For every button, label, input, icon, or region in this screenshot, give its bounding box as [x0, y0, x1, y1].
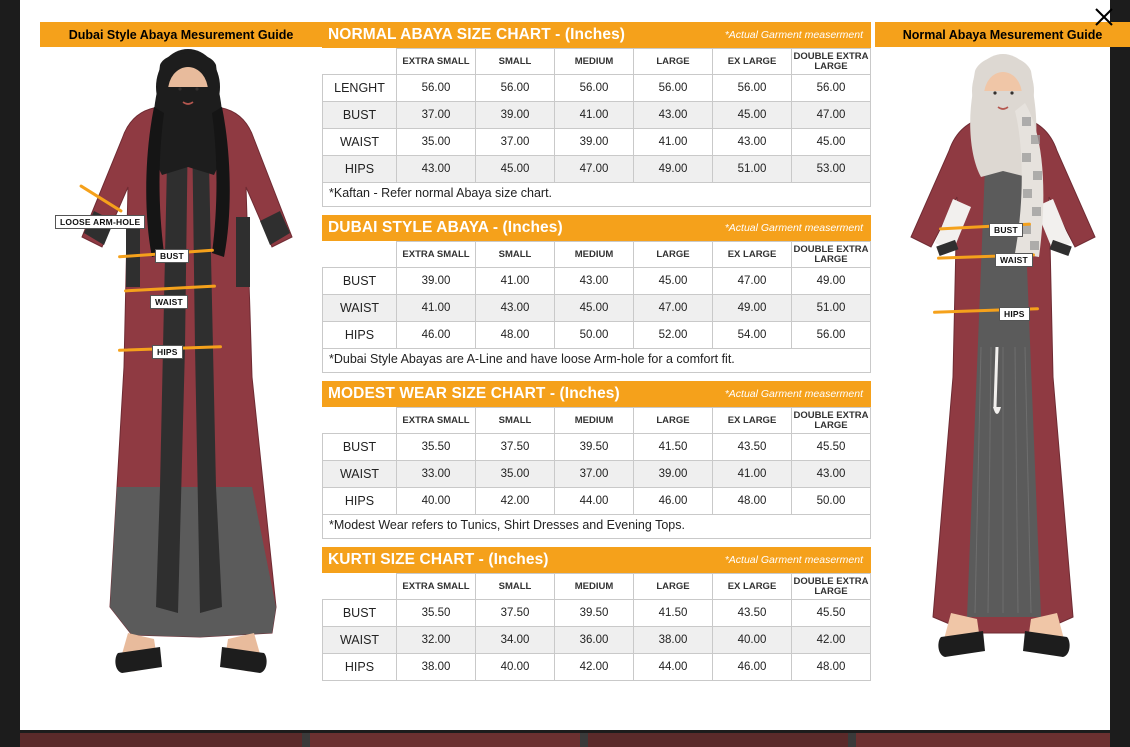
cell: 56.00	[397, 75, 476, 102]
col-header-xxl: DOUBLE EXTRA LARGE	[792, 242, 871, 268]
thumbnail-strip[interactable]	[20, 733, 1110, 747]
cell: 35.50	[397, 434, 476, 461]
corner-cell	[323, 242, 397, 268]
chart-footnote: *Modest Wear refers to Tunics, Shirt Dresses and Evening Tops.	[322, 515, 871, 539]
cell: 37.00	[555, 461, 634, 488]
col-header-l: LARGE	[634, 408, 713, 434]
cell: 38.00	[634, 627, 713, 654]
right-panel-body	[875, 47, 1130, 672]
chart-title: NORMAL ABAYA SIZE CHART - (Inches)	[328, 26, 626, 43]
corner-cell	[323, 49, 397, 75]
chart-header	[322, 22, 871, 48]
cell: 46.00	[713, 654, 792, 681]
table-row	[323, 627, 871, 654]
row-label: WAIST	[323, 295, 397, 322]
cell: 43.50	[713, 434, 792, 461]
col-header-xxl: DOUBLE EXTRA LARGE	[792, 574, 871, 600]
cell: 56.00	[476, 75, 555, 102]
cell: 37.50	[476, 600, 555, 627]
cell: 54.00	[713, 322, 792, 349]
col-header-xs: EXTRA SMALL	[397, 49, 476, 75]
chart-modest-wear	[322, 381, 871, 539]
close-icon[interactable]	[1084, 0, 1124, 34]
cell: 45.00	[476, 156, 555, 183]
col-header-s: SMALL	[476, 574, 555, 600]
right-panel-title: Normal Abaya Mesurement Guide	[875, 22, 1130, 47]
left-illustration-panel	[40, 22, 322, 722]
chart-note: *Actual Garment measerment	[724, 29, 863, 41]
corner-cell	[323, 408, 397, 434]
chart-note: *Actual Garment measerment	[724, 388, 863, 400]
cell: 32.00	[397, 627, 476, 654]
cell: 36.00	[555, 627, 634, 654]
cell: 48.00	[713, 488, 792, 515]
cell: 47.00	[792, 102, 871, 129]
cell: 39.50	[555, 434, 634, 461]
size-charts-column	[322, 22, 871, 689]
row-label: WAIST	[323, 461, 397, 488]
table-row	[323, 461, 871, 488]
col-header-s: SMALL	[476, 49, 555, 75]
col-header-l: LARGE	[634, 574, 713, 600]
size-table	[322, 407, 871, 515]
chart-dubai-style-abaya	[322, 215, 871, 373]
col-header-xs: EXTRA SMALL	[397, 574, 476, 600]
cell: 39.00	[397, 268, 476, 295]
table-header-row	[323, 242, 871, 268]
cell: 45.00	[713, 102, 792, 129]
col-header-m: MEDIUM	[555, 408, 634, 434]
cell: 40.00	[476, 654, 555, 681]
cell: 56.00	[634, 75, 713, 102]
left-panel-body	[40, 47, 322, 692]
cell: 43.00	[634, 102, 713, 129]
cell: 34.00	[476, 627, 555, 654]
cell: 49.00	[792, 268, 871, 295]
col-header-xl: EX LARGE	[713, 49, 792, 75]
cell: 37.50	[476, 434, 555, 461]
cell: 50.00	[792, 488, 871, 515]
row-label: BUST	[323, 600, 397, 627]
row-label: WAIST	[323, 627, 397, 654]
row-label: HIPS	[323, 322, 397, 349]
chart-header	[322, 381, 871, 407]
col-header-xs: EXTRA SMALL	[397, 408, 476, 434]
chart-normal-abaya	[322, 22, 871, 207]
chart-kurti	[322, 547, 871, 681]
cell: 41.00	[555, 102, 634, 129]
cell: 45.50	[792, 600, 871, 627]
corner-cell	[323, 574, 397, 600]
row-label: BUST	[323, 434, 397, 461]
left-panel-title: Dubai Style Abaya Mesurement Guide	[40, 22, 322, 47]
cell: 45.00	[792, 129, 871, 156]
cell: 44.00	[555, 488, 634, 515]
dubai-abaya-figure	[40, 47, 322, 687]
cell: 47.00	[634, 295, 713, 322]
cell: 42.00	[792, 627, 871, 654]
cell: 37.00	[397, 102, 476, 129]
col-header-m: MEDIUM	[555, 242, 634, 268]
cell: 42.00	[476, 488, 555, 515]
cell: 43.00	[792, 461, 871, 488]
cell: 53.00	[792, 156, 871, 183]
chart-title: MODEST WEAR SIZE CHART - (Inches)	[328, 385, 620, 402]
cell: 35.50	[397, 600, 476, 627]
cell: 56.00	[792, 322, 871, 349]
table-row	[323, 268, 871, 295]
cell: 44.00	[634, 654, 713, 681]
cell: 43.00	[555, 268, 634, 295]
cell: 52.00	[634, 322, 713, 349]
cell: 45.50	[792, 434, 871, 461]
row-label: LENGHT	[323, 75, 397, 102]
cell: 39.00	[634, 461, 713, 488]
thumbnail-item[interactable]	[588, 733, 848, 747]
cell: 49.00	[713, 295, 792, 322]
callout-bust: BUST	[989, 223, 1023, 237]
cell: 56.00	[713, 75, 792, 102]
cell: 40.00	[713, 627, 792, 654]
thumbnail-item[interactable]	[310, 733, 580, 747]
cell: 56.00	[792, 75, 871, 102]
chart-title: DUBAI STYLE ABAYA - (Inches)	[328, 219, 563, 236]
callout-hips: HIPS	[152, 345, 183, 359]
table-header-row	[323, 574, 871, 600]
table-row	[323, 75, 871, 102]
row-label: WAIST	[323, 129, 397, 156]
cell: 51.00	[792, 295, 871, 322]
table-row	[323, 156, 871, 183]
cell: 45.00	[555, 295, 634, 322]
col-header-m: MEDIUM	[555, 49, 634, 75]
col-header-s: SMALL	[476, 242, 555, 268]
cell: 56.00	[555, 75, 634, 102]
cell: 38.00	[397, 654, 476, 681]
cell: 41.00	[713, 461, 792, 488]
cell: 40.00	[397, 488, 476, 515]
cell: 46.00	[634, 488, 713, 515]
cell: 47.00	[713, 268, 792, 295]
right-illustration-panel	[875, 22, 1130, 722]
size-table	[322, 241, 871, 349]
col-header-xs: EXTRA SMALL	[397, 242, 476, 268]
table-row	[323, 102, 871, 129]
cell: 51.00	[713, 156, 792, 183]
cell: 39.00	[476, 102, 555, 129]
callout-waist: WAIST	[995, 253, 1033, 267]
col-header-xl: EX LARGE	[713, 574, 792, 600]
cell: 43.50	[713, 600, 792, 627]
cell: 41.00	[634, 129, 713, 156]
cell: 33.00	[397, 461, 476, 488]
col-header-xl: EX LARGE	[713, 242, 792, 268]
cell: 41.50	[634, 600, 713, 627]
cell: 42.00	[555, 654, 634, 681]
cell: 35.00	[476, 461, 555, 488]
cell: 50.00	[555, 322, 634, 349]
cell: 43.00	[476, 295, 555, 322]
col-header-l: LARGE	[634, 242, 713, 268]
col-header-s: SMALL	[476, 408, 555, 434]
table-row	[323, 295, 871, 322]
chart-footnote: *Kaftan - Refer normal Abaya size chart.	[322, 183, 871, 207]
thumbnail-item[interactable]	[856, 733, 1110, 747]
cell: 49.00	[634, 156, 713, 183]
col-header-l: LARGE	[634, 49, 713, 75]
cell: 35.00	[397, 129, 476, 156]
cell: 47.00	[555, 156, 634, 183]
col-header-xl: EX LARGE	[713, 408, 792, 434]
cell: 43.00	[713, 129, 792, 156]
callout-hips: HIPS	[999, 307, 1030, 321]
callout-bust: BUST	[155, 249, 189, 263]
row-label: HIPS	[323, 488, 397, 515]
col-header-xxl: DOUBLE EXTRA LARGE	[792, 408, 871, 434]
callout-loose-arm-hole: LOOSE ARM-HOLE	[55, 215, 145, 229]
cell: 48.00	[476, 322, 555, 349]
chart-note: *Actual Garment measerment	[724, 554, 863, 566]
table-row	[323, 654, 871, 681]
normal-abaya-figure	[875, 47, 1130, 667]
cell: 45.00	[634, 268, 713, 295]
col-header-xxl: DOUBLE EXTRA LARGE	[792, 49, 871, 75]
size-table	[322, 48, 871, 183]
cell: 46.00	[397, 322, 476, 349]
thumbnail-item[interactable]	[20, 733, 302, 747]
cell: 43.00	[397, 156, 476, 183]
row-label: BUST	[323, 102, 397, 129]
chart-note: *Actual Garment measerment	[724, 222, 863, 234]
row-label: HIPS	[323, 654, 397, 681]
col-header-m: MEDIUM	[555, 574, 634, 600]
chart-footnote: *Dubai Style Abayas are A-Line and have loose Arm-hole for a comfort fit.	[322, 349, 871, 373]
chart-header	[322, 547, 871, 573]
table-row	[323, 600, 871, 627]
table-header-row	[323, 408, 871, 434]
cell: 41.00	[397, 295, 476, 322]
size-guide-sheet	[20, 0, 1110, 730]
table-row	[323, 434, 871, 461]
table-header-row	[323, 49, 871, 75]
chart-title: KURTI SIZE CHART - (Inches)	[328, 551, 549, 568]
table-row	[323, 488, 871, 515]
cell: 39.50	[555, 600, 634, 627]
cell: 41.00	[476, 268, 555, 295]
cell: 39.00	[555, 129, 634, 156]
cell: 37.00	[476, 129, 555, 156]
row-label: BUST	[323, 268, 397, 295]
row-label: HIPS	[323, 156, 397, 183]
table-row	[323, 322, 871, 349]
table-row	[323, 129, 871, 156]
size-table	[322, 573, 871, 681]
callout-waist: WAIST	[150, 295, 188, 309]
chart-header	[322, 215, 871, 241]
cell: 48.00	[792, 654, 871, 681]
cell: 41.50	[634, 434, 713, 461]
